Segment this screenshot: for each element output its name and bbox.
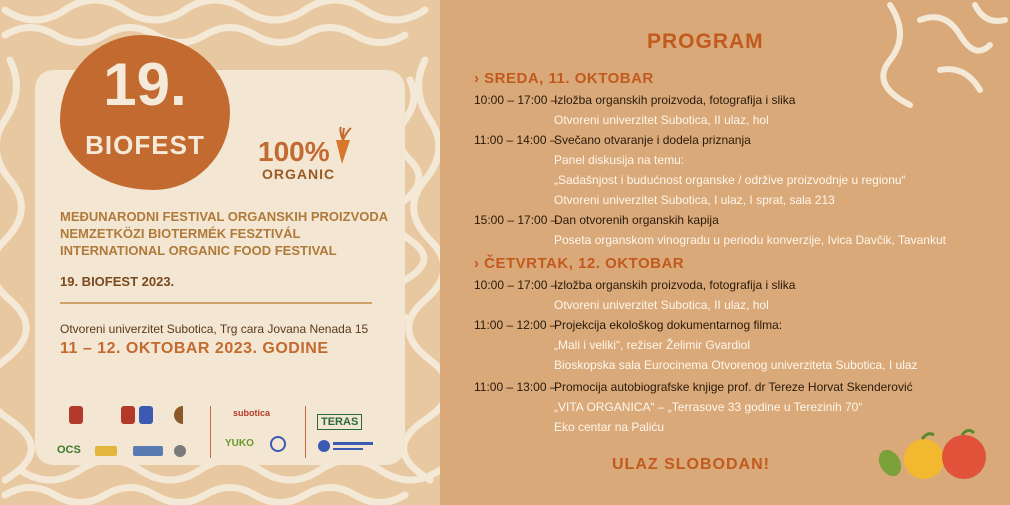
edition-year: 19. BIOFEST 2023. (60, 274, 175, 289)
organic-word: ORGANIC (262, 166, 336, 182)
event-detail: „Sadašnjost i budućnost organske / održive proizvodnje u regionu“ (554, 173, 906, 187)
teras-logo: TERAS (317, 414, 362, 430)
organic-percent: 100% (258, 136, 330, 167)
event-detail: Bioskopska sala Eurocinema Otvorenog univerziteta Subotica, I ulaz (554, 358, 918, 372)
small-logos (95, 444, 195, 458)
event-detail: Eko centar na Paliću (554, 420, 665, 434)
logo-divider (305, 406, 306, 458)
festival-name-en: INTERNATIONAL ORGANIC FOOD FESTIVAL (60, 243, 337, 258)
event-title: Promocija autobiografske knjige prof. dr Tereze Horvat Skenderović (554, 380, 913, 394)
carrot-icon (328, 126, 362, 166)
festival-name-sr: MEĐUNARODNI FESTIVAL ORGANSKIH PROIZVODA (60, 209, 389, 224)
event-time: 10:00 – 17:00 – (474, 278, 558, 292)
left-panel (0, 0, 440, 505)
sponsor-logos (55, 400, 385, 460)
event-title: Izložba organskih proizvoda, fotografija i slika (554, 278, 796, 292)
emblem-icon (270, 432, 286, 456)
event-detail: Otvoreni univerzitet Subotica, II ulaz, hol (554, 113, 769, 127)
event-time: 15:00 – 17:00 – (474, 213, 558, 227)
event-time: 11:00 – 12:00 – (474, 318, 557, 332)
event-row (474, 90, 795, 110)
event-detail: Otvoreni univerzitet Subotica, II ulaz, hol (554, 298, 769, 312)
event-title: Dan otvorenih organskih kapija (554, 213, 719, 227)
event-time: 11:00 – 13:00 – (474, 380, 557, 394)
day-heading: › SREDA, 11. OKTOBAR (474, 70, 654, 87)
event-title: Izložba organskih proizvoda, fotografija i slika (554, 93, 796, 107)
edition-number: 19. (103, 51, 187, 118)
event-row (474, 210, 719, 230)
coat-of-arms-icons (63, 404, 183, 432)
subotica-logo: subotica (233, 408, 271, 418)
ocs-logo: OCS (57, 444, 81, 456)
event-time: 10:00 – 17:00 – (474, 93, 558, 107)
festival-name-hu: NEMZETKÖZI BIOTERMÉK FESZTIVÁL (60, 226, 301, 241)
event-title: Svečano otvaranje i dodela priznanja (554, 133, 751, 147)
event-detail: Poseta organskom vinogradu u periodu konverzije, Ivica Davčik, Tavankut (554, 233, 946, 247)
decorative-maze (880, 0, 1010, 110)
divider (60, 302, 372, 304)
logo-divider (210, 406, 211, 458)
festival-name: BIOFEST (85, 130, 205, 160)
university-logo (317, 438, 377, 454)
fruits-icon (872, 425, 992, 485)
yuko-logo: YUKO (225, 438, 254, 449)
festival-dates: 11 – 12. OKTOBAR 2023. GODINE (60, 340, 329, 357)
event-time: 11:00 – 14:00 – (474, 133, 557, 147)
event-detail: Panel diskusija na temu: (554, 153, 685, 167)
festival-names (60, 208, 400, 259)
event-title: Projekcija ekološkog dokumentarnog filma: (554, 318, 783, 332)
event-detail: „VITA ORGANICA“ – „Terrasove 33 godine u Terezinih 70“ (554, 400, 863, 414)
day-heading: › ČETVRTAK, 12. OKTOBAR (474, 255, 685, 272)
event-row (474, 130, 751, 150)
event-detail: „Mali i veliki“, režiser Želimir Gvardiol (554, 338, 751, 352)
event-row (474, 377, 913, 397)
venue-address: Otvoreni univerzitet Subotica, Trg cara Jovana Nenada 15 (60, 322, 369, 336)
event-detail: Otvoreni univerzitet Subotica, I ulaz, I sprat, sala 213 (554, 193, 835, 207)
event-row (474, 275, 795, 295)
event-row (474, 315, 782, 335)
program-title: PROGRAM (647, 30, 764, 53)
free-entry-label: ULAZ SLOBODAN! (612, 456, 770, 473)
